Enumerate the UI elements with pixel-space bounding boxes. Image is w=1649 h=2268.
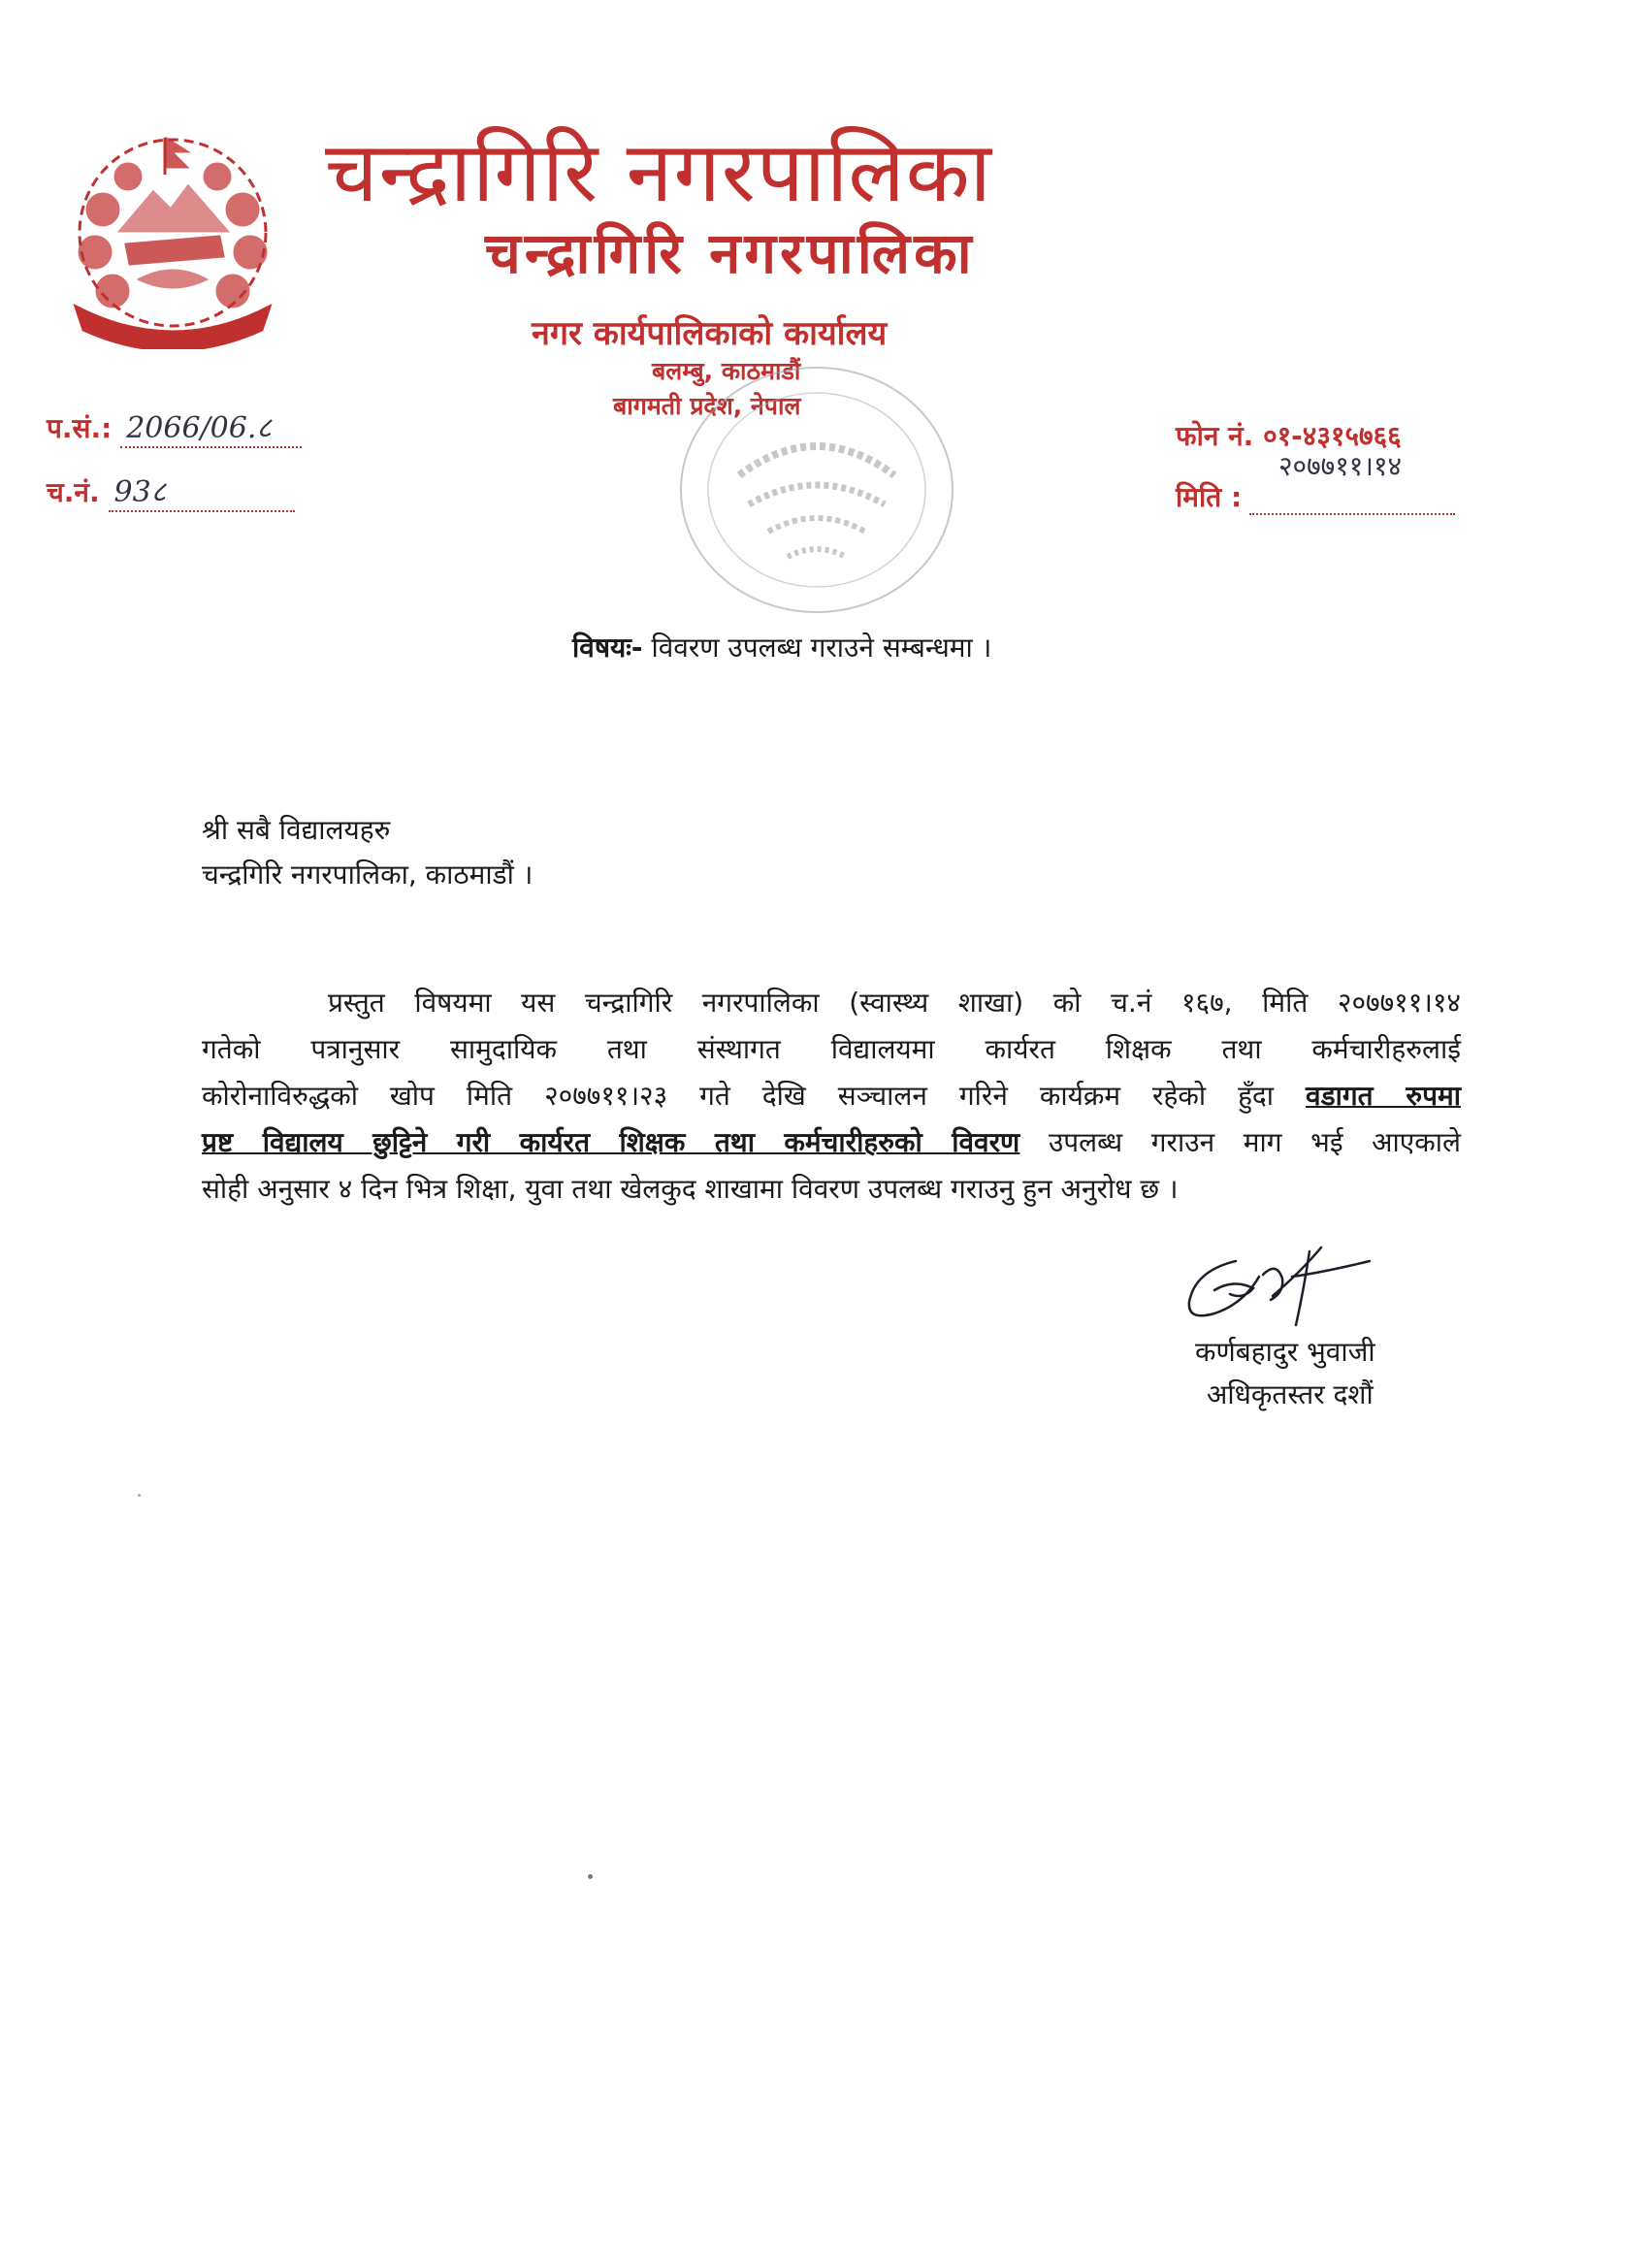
- date-value: २०७७११।१४: [1278, 450, 1403, 482]
- body-line: [202, 1119, 1461, 1166]
- phone-label: फोन नं.: [1176, 420, 1254, 452]
- subject-line: [572, 631, 991, 665]
- body-line: [202, 1073, 1461, 1119]
- municipality-title-newari: चन्द्रागिरि नगरपालिका: [485, 220, 976, 286]
- nepal-government-emblem-icon: [56, 116, 289, 349]
- date-label: मिति :: [1176, 481, 1243, 513]
- body-paragraph: [202, 980, 1461, 1213]
- body-line: प्रस्तुत विषयमा यस चन्द्रागिरि नगरपालिका (स्वास्थ्य शाखा) को च.नं १६७, मिति २०७७११।१४: [328, 987, 1461, 1019]
- cn-label: च.नं.: [47, 476, 100, 508]
- office-name: नगर कार्यपालिकाको कार्यालय: [532, 314, 888, 353]
- scan-speck: [138, 1494, 141, 1497]
- ps-label: प.सं.:: [47, 412, 113, 444]
- body-text: कोरोनाविरुद्धको खोप मिति २०७७११।२३ गते देखि सञ्चालन गरिने कार्यक्रम रहेको हुँदा: [202, 1080, 1275, 1112]
- body-line: गतेको पत्रानुसार सामुदायिक तथा संस्थागत विद्यालयमा कार्यरत शिक्षक तथा कर्मचारीहरुलाई: [202, 1033, 1461, 1065]
- ps-value: 2066/06.८: [120, 411, 302, 448]
- office-address-line2: बागमती प्रदेश, नेपाल: [613, 392, 801, 420]
- body-highlight: प्रष्ट विद्यालय छुट्टिने गरी कार्यरत शिक्षक तथा कर्मचारीहरुको विवरण: [202, 1126, 1020, 1158]
- date-dotted-line: [1249, 486, 1455, 515]
- body-text: उपलब्ध गराउन माग भई आएकाले: [1048, 1126, 1462, 1158]
- office-address-line1: बलम्बु, काठमाडौं: [652, 357, 801, 385]
- body-line: सोही अनुसार ४ दिन भित्र शिक्षा, युवा तथा खेलकुद शाखामा विवरण उपलब्ध गराउनु हुन अनुरोध छ ।: [202, 1173, 1179, 1205]
- municipality-title: चन्द्रागिरि नगरपालिका: [325, 124, 992, 221]
- office-seal-stamp-icon: [671, 359, 962, 621]
- cn-value: 93८: [109, 475, 295, 512]
- signatory-name: कर्णबहादुर भुवाजी: [1195, 1336, 1375, 1368]
- subject-text: विवरण उपलब्ध गराउने सम्बन्धमा ।: [651, 632, 992, 664]
- phone-row: [1176, 419, 1402, 454]
- scan-speck: [588, 1874, 593, 1879]
- addressee-line2: चन्द्रगिरि नगरपालिका, काठमाडौं ।: [202, 859, 534, 891]
- phone-value: ०१-४३१५७६६: [1263, 420, 1402, 452]
- subject-label: विषयः-: [572, 632, 643, 664]
- dispatch-number-row: [47, 475, 295, 512]
- date-row: [1176, 480, 1455, 515]
- body-highlight: वडागत रुपमा: [1306, 1080, 1462, 1112]
- signatory-title: अधिकृतस्तर दशौं: [1207, 1378, 1374, 1410]
- reference-number-row: [47, 411, 302, 448]
- addressee-line1: श्री सबै विद्यालयहरु: [202, 814, 391, 846]
- handwritten-signature-icon: [1176, 1232, 1399, 1339]
